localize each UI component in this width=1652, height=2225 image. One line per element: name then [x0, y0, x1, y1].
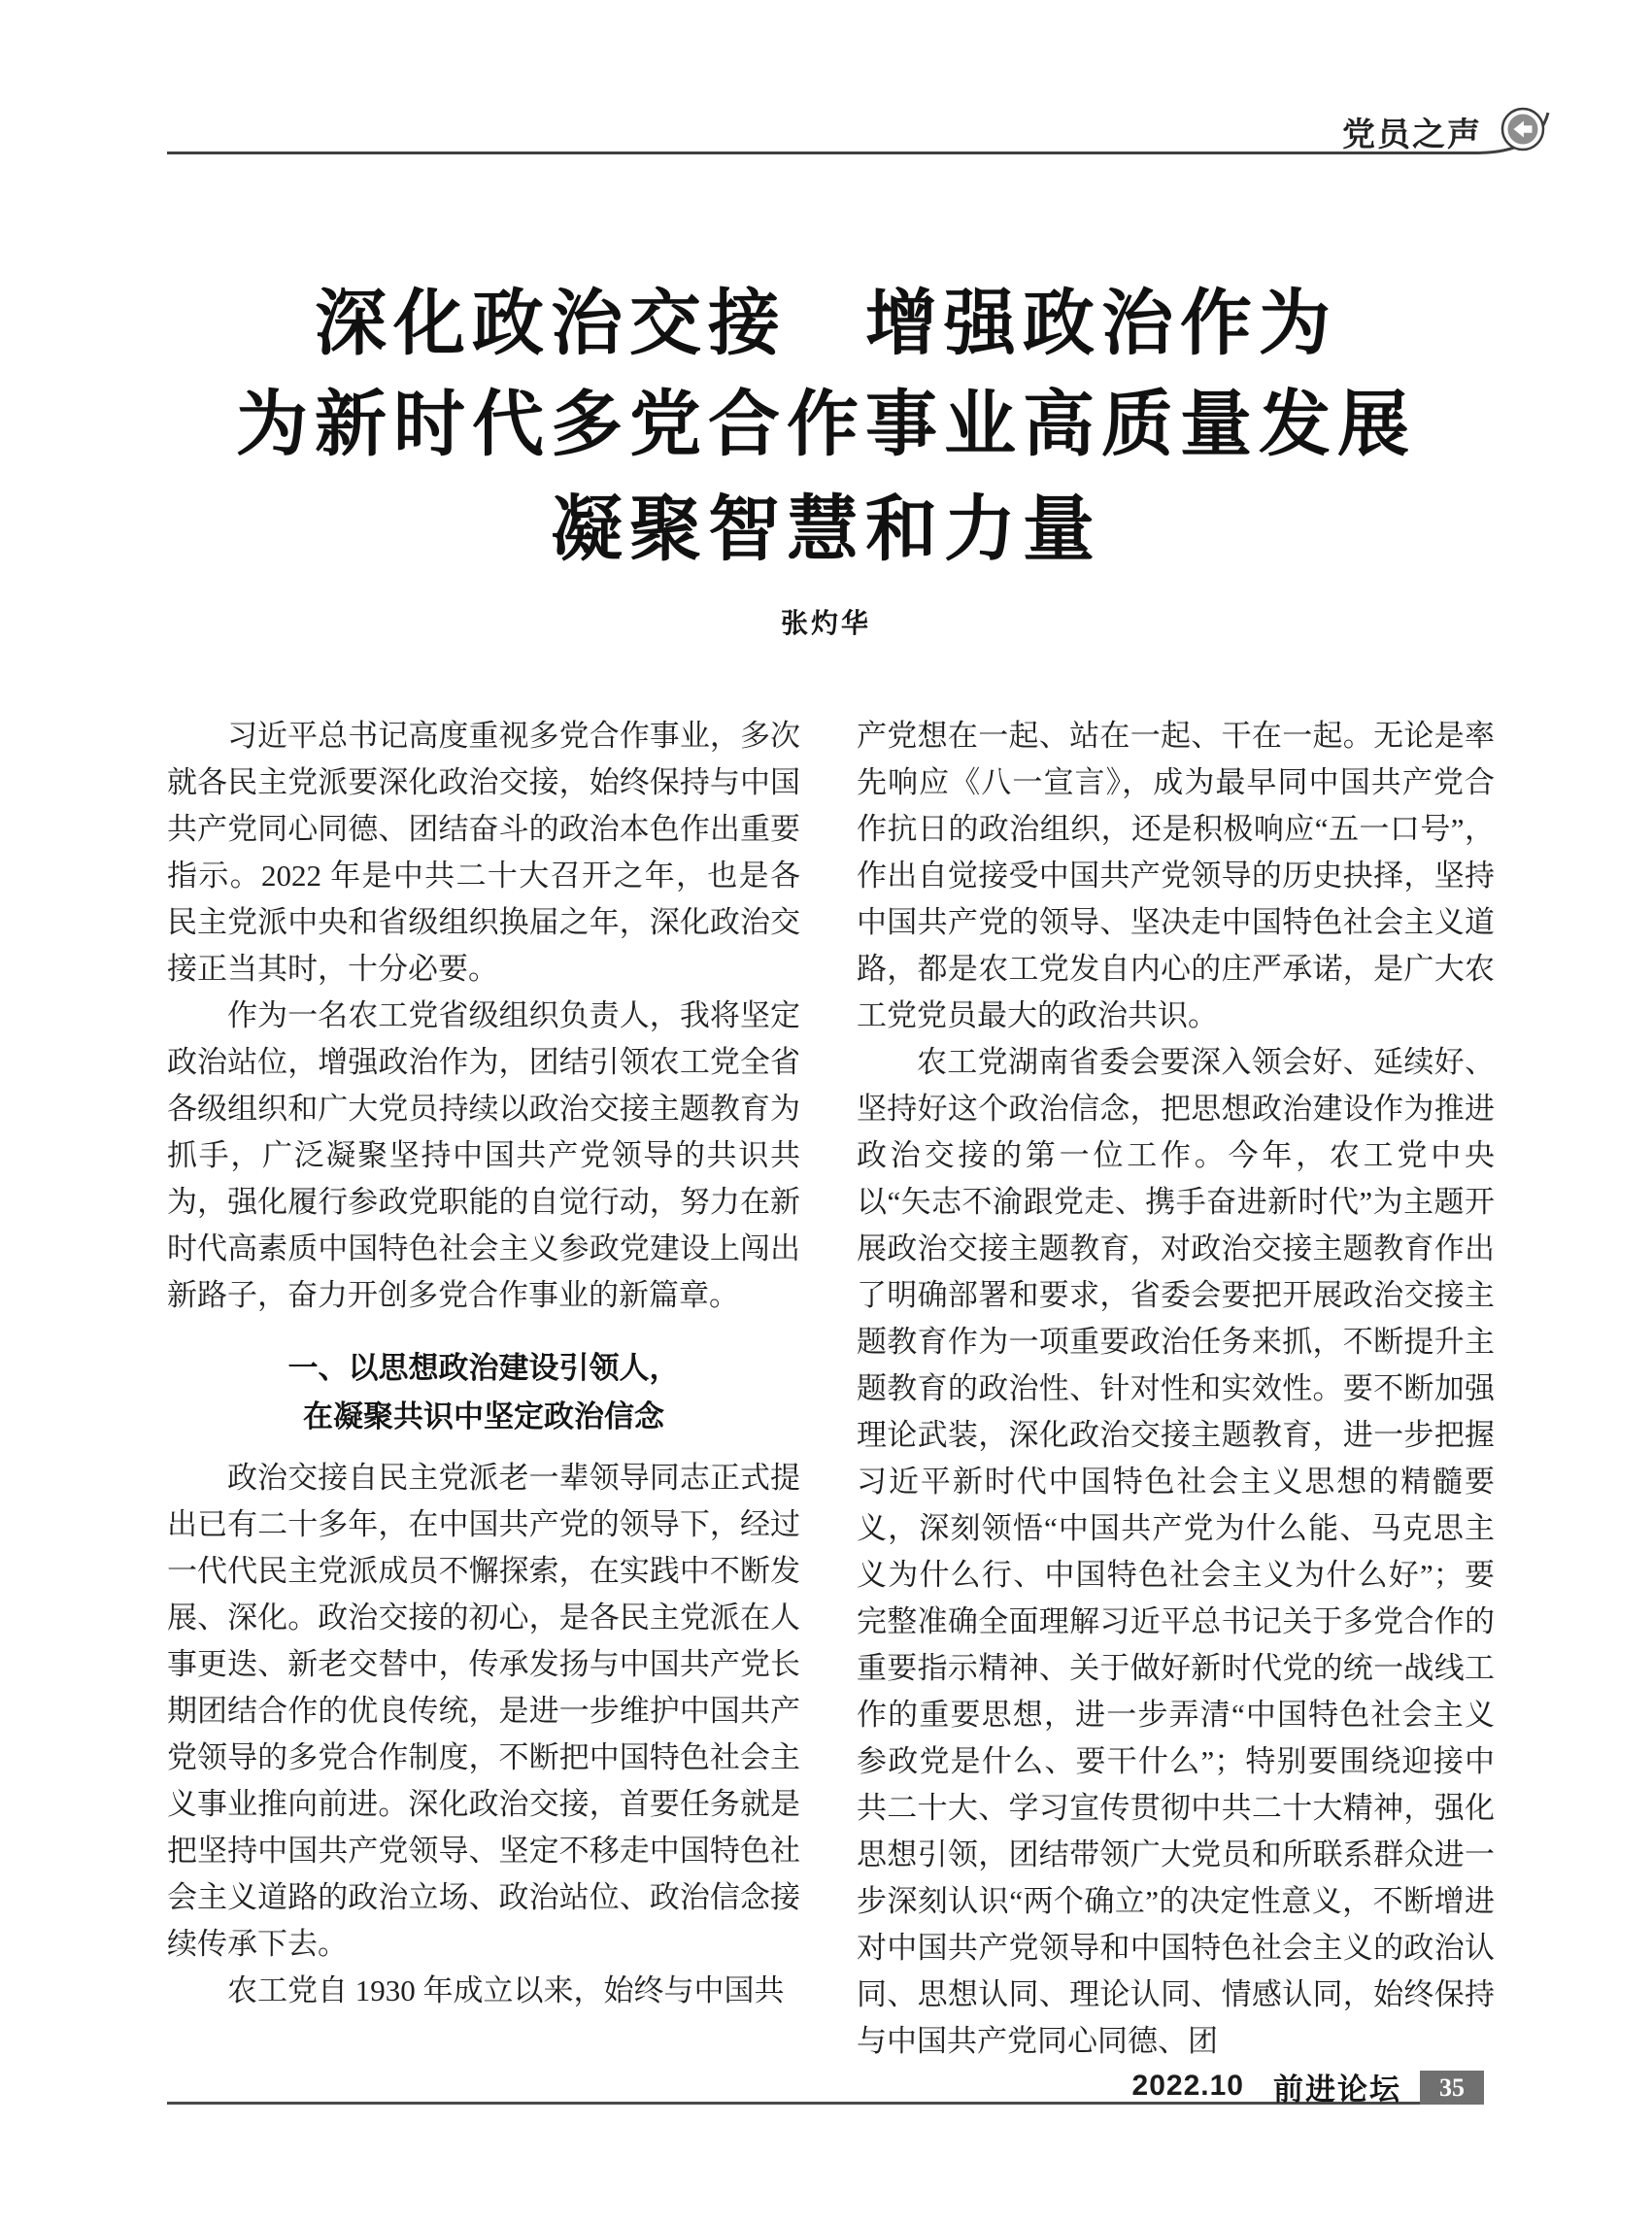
author-name: 张灼华 — [780, 608, 871, 638]
header-rule — [0, 0, 1652, 194]
paragraph: 政治交接自民主党派老一辈领导同志正式提出已有二十多年，在中国共产党的领导下，经过一代代民主党派成员不懈探索，在实践中不断发展、深化。政治交接的初心，是各民主党派在人事更迭、新老交替中，传承发扬与中国共产党长期团结合作的优良传统，是进一步维护中国共产党领导的多党合作制度，不断把中国特色社会主义事业推向前进。深化政治交接，首要任务就是把坚持中国共产党领导、坚定不移走中国特色社会主义道路的政治立场、政治站位、政治信念接续传承下去。 — [167, 1461, 800, 1961]
circled-left-arrow-icon — [1500, 106, 1546, 152]
paragraph: 农工党湖南省委会要深入领会好、延续好、坚持好这个政治信念，把思想政治建设作为推进政治交接的第一位工作。今年，农工党中央以“矢志不渝跟党走、携手奋进新时代”为主题开展政治交接主题教育，对政治交接主题教育作出了明确部署和要求，省委会要把开展政治交接主题教育作为一项重要政治任务来抓，不断提升主题教育的政治性、针对性和实效性。要不断加强理论武装，深化政治交接主题教育，进一步把握习近平新时代中国特色社会主义思想的精髓要义，深刻领悟“中国共产党为什么能、马克思主义为什么行、中国特色社会主义为什么好”；要完整准确全面理解习近平总书记关于多党合作的重要指示精神、关于做好新时代党的统一战线工作的重要思想，进一步弄清“中国特色社会主义参政党是什么、要干什么”；特别要围绕迎接中共二十大、学习宣传贯彻中共二十大精神，强化思想引领，团结带领广大党员和所联系群众进一步深刻认识“两个确立”的决定性意义，不断增进对中国共产党领导和中国特色社会主义的政治认同、思想认同、理论认同、情感认同，始终保持与中国共产党同心同德、团 — [857, 1045, 1495, 2058]
paragraph: 农工党自 1930 年成立以来，始终与中国共 — [227, 1973, 785, 2007]
right-column — [857, 713, 1495, 2065]
article-title-line-2: 为新时代多党合作事业高质量发展 — [236, 384, 1416, 464]
section-label: 党员之声 — [1342, 117, 1482, 153]
paragraph: 作为一名农工党省级组织负责人，我将坚定政治站位，增强政治作为，团结引领农工党全省各级组织和广大党员持续以政治交接主题教育为抓手，广泛凝聚坚持中国共产党领导的共识共为，强化履行参政党职能的自觉行动，努力在新时代高素质中国特色社会主义参政党建设上闯出新路子，奋力开创多党合作事业的新篇章。 — [167, 998, 800, 1312]
page-number-box — [1420, 2071, 1484, 2105]
article-title-line-1: 深化政治交接 增强政治作为 — [315, 283, 1337, 363]
issue-date: 2022.10 — [1131, 2070, 1244, 2102]
page-number: 35 — [1439, 2073, 1465, 2102]
left-column — [167, 713, 800, 2014]
section-heading — [167, 1344, 800, 1441]
article-title-line-3: 凝聚智慧和力量 — [551, 489, 1101, 569]
footer — [971, 2069, 1401, 2107]
section-heading-line-2: 在凝聚共识中坚定政治信念 — [303, 1399, 664, 1433]
journal-name: 前进论坛 — [1273, 2072, 1401, 2107]
paragraph: 产党想在一起、站在一起、干在一起。无论是率先响应《八一宣言》，成为最早同中国共产党合作抗日的政治组织，还是积极响应“五一口号”，作出自觉接受中国共产党领导的历史抉择，坚持中国共产党的领导、坚决走中国特色社会主义道路，都是农工党发自内心的庄严承诺，是广大农工党党员最大的政治共识。 — [857, 719, 1495, 1032]
section-heading-line-1: 一、以思想政治建设引领人， — [287, 1351, 680, 1385]
paragraph: 习近平总书记高度重视多党合作事业，多次就各民主党派要深化政治交接，始终保持与中国共产党同心同德、团结奋斗的政治本色作出重要指示。2022 年是中共二十大召开之年，也是各民主党派中央和省级组织换届之年，深化政治交接正当其时，十分必要。 — [167, 719, 800, 986]
